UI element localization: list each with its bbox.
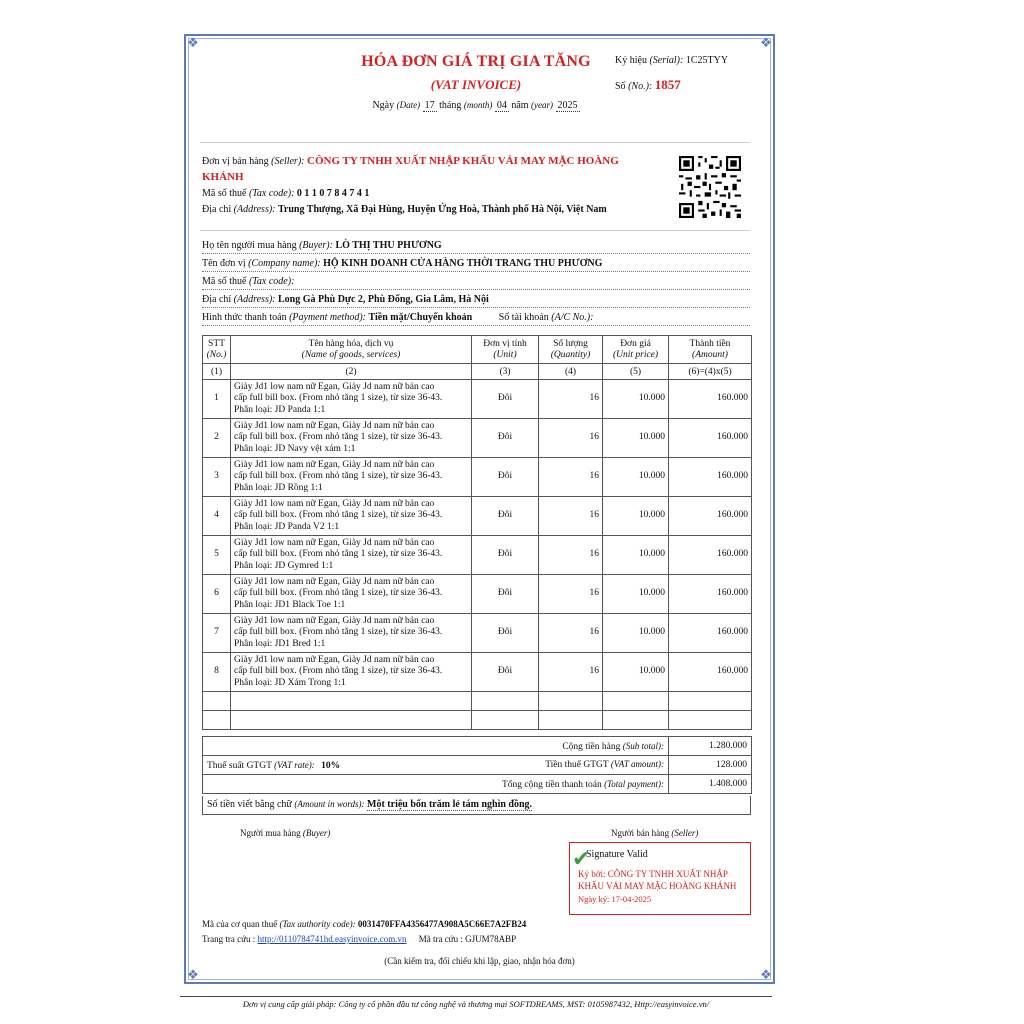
buyer-address: Long Gà Phù Dực 2, Phù Đổng, Gia Lâm, Hà Nội <box>278 294 489 305</box>
item-amount: 160.000 <box>669 614 752 653</box>
item-qty: 16 <box>539 614 603 653</box>
provider-note: Đơn vị cung cấp giải pháp: Công ty cổ phần đầu tư công nghệ và thương mại SOFTDREAMS, MST: 0105987432, Http://easyinvoice.vn/ <box>242 999 710 1009</box>
table-row <box>203 458 752 497</box>
invoice-date: Ngày (Date) 17 tháng (month) 04 năm (year) 2025 <box>372 100 578 111</box>
corner-ornament-icon: ❖ <box>760 35 772 50</box>
item-no: 5 <box>203 536 231 575</box>
item-amount: 160.000 <box>669 419 752 458</box>
item-unit: Đôi <box>472 497 539 536</box>
invoice-number: Số (No.): 1857 <box>615 77 681 92</box>
col-header-unit: Đơn vị tính (Unit) <box>472 336 539 364</box>
item-unit: Đôi <box>472 458 539 497</box>
item-qty: 16 <box>539 419 603 458</box>
buyer-name-row: Họ tên người mua hàng (Buyer): LÒ THỊ THU PHƯƠNG <box>202 240 750 254</box>
seller-name: CÔNG TY TNHH XUẤT NHẬP KHẨU VẢI MAY MẶC HOÀNG <box>307 155 619 167</box>
item-unit: Đôi <box>472 536 539 575</box>
item-no: 1 <box>203 380 231 419</box>
item-unit: Đôi <box>472 575 539 614</box>
invoice-subtitle: (VAT INVOICE) <box>430 77 522 92</box>
item-qty: 16 <box>539 653 603 692</box>
item-amount: 160.000 <box>669 536 752 575</box>
table-row <box>203 419 752 458</box>
corner-ornament-icon: ❖ <box>760 967 772 982</box>
table-header-row <box>203 336 752 364</box>
empty-row <box>203 692 752 711</box>
tax-authority-code-row: Mã của cơ quan thuế (Tax authority code): 0031470FFA4356477A908A5C66E7A2FB24 <box>202 919 527 929</box>
totals-table <box>202 736 752 794</box>
col-header-amount: Thành tiền (Amount) <box>669 336 752 364</box>
item-price: 10.000 <box>603 458 669 497</box>
item-price: 10.000 <box>603 419 669 458</box>
table-row <box>203 380 752 419</box>
signed-by-line1: Ký bởi: CÔNG TY TNHH XUẤT NHẬP <box>578 869 728 879</box>
divider <box>200 142 750 143</box>
item-unit: Đôi <box>472 380 539 419</box>
item-no: 7 <box>203 614 231 653</box>
seller-address: Trung Thượng, Xã Đại Hùng, Huyện Ứng Hoà, Thành phố Hà Nội, Việt Nam <box>278 204 607 215</box>
verification-note: (Cần kiểm tra, đối chiếu khi lập, giao, nhận hóa đơn) <box>384 956 575 966</box>
lookup-link[interactable]: http://0110784741hd.easyinvoice.com.vn <box>257 934 407 944</box>
item-description: Giày Jd1 low nam nữ Egan, Giày Jd nam nữ bản cao cấp full bill box. (From nhỏ tăng 1 size), từ size 36-43. Phân loại: JD Panda V2 1:1 <box>231 497 472 536</box>
total-row: Tổng cộng tiền thanh toán (Total payment): 1.408.000 <box>203 775 752 794</box>
digital-signature-box <box>569 842 751 915</box>
item-description: Giày Jd1 low nam nữ Egan, Giày Jd nam nữ bản cao cấp full bill box. (From nhỏ tăng 1 size), từ size 36-43. Phân loại: JD Xám Trong 1:1 <box>231 653 472 692</box>
item-no: 2 <box>203 419 231 458</box>
item-unit: Đôi <box>472 653 539 692</box>
item-description: Giày Jd1 low nam nữ Egan, Giày Jd nam nữ bản cao cấp full bill box. (From nhỏ tăng 1 size), từ size 36-43. Phân loại: JD Panda 1:1 <box>231 380 472 419</box>
item-price: 10.000 <box>603 575 669 614</box>
item-price: 10.000 <box>603 614 669 653</box>
invoice-serial: Ký hiệu (Serial): 1C25TYY <box>615 55 729 66</box>
buyer-address-row: Địa chỉ (Address): Long Gà Phù Dực 2, Phù Đổng, Gia Lâm, Hà Nội <box>202 294 750 308</box>
lookup-row: Trang tra cứu : http://0110784741hd.easyinvoice.com.vn Mã tra cứu : GJUM78ABP <box>202 934 517 944</box>
signature-valid-text: Signature Valid <box>586 849 648 860</box>
item-qty: 16 <box>539 380 603 419</box>
buyer-signature-label: Người mua hàng (Buyer) <box>240 828 331 838</box>
item-qty: 16 <box>539 536 603 575</box>
date-day: 17 <box>424 100 435 111</box>
item-price: 10.000 <box>603 380 669 419</box>
invoice-title: HÓA ĐƠN GIÁ TRỊ GIA TĂNG <box>361 53 591 70</box>
col-header-price: Đơn giá (Unit price) <box>603 336 669 364</box>
item-no: 6 <box>203 575 231 614</box>
vat-row: Thuế suất GTGT (VAT rate): 10% Tiền thuế GTGT (VAT amount): 128.000 <box>203 756 752 775</box>
col-header-no: STT (No.) <box>203 336 231 364</box>
item-qty: 16 <box>539 497 603 536</box>
item-amount: 160.000 <box>669 380 752 419</box>
table-row <box>203 536 752 575</box>
amount-in-words-row: Số tiền viết bằng chữ (Amount in words): Một triệu bốn trăm lẻ tám nghìn đồng. <box>202 796 751 815</box>
seller-name-row: Đơn vị bán hàng (Seller): CÔNG TY TNHH XUẤT NHẬP KHẨU VẢI MAY MẶC HOÀNG <box>202 155 619 167</box>
lookup-code: GJUM78ABP <box>465 934 517 944</box>
col-header-name: Tên hàng hóa, dịch vụ (Name of goods, services) <box>231 336 472 364</box>
seller-signature-label: Người bán hàng (Seller) <box>611 828 699 838</box>
empty-row <box>203 711 752 730</box>
subtotal-value: 1.280.000 <box>669 737 752 756</box>
item-amount: 160.000 <box>669 653 752 692</box>
table-row <box>203 497 752 536</box>
buyer-tax-row: Mã số thuế (Tax code): <box>202 276 750 290</box>
date-month: 04 <box>496 100 507 111</box>
seller-address-row: Địa chỉ (Address): Trung Thượng, Xã Đại Hùng, Huyện Ứng Hoà, Thành phố Hà Nội, Việt Nam <box>202 204 607 215</box>
subtotal-row: Cộng tiền hàng (Sub total): 1.280.000 <box>203 737 752 756</box>
corner-ornament-icon: ❖ <box>187 35 199 50</box>
table-row <box>203 653 752 692</box>
item-amount: 160.000 <box>669 497 752 536</box>
divider <box>200 230 750 231</box>
item-description: Giày Jd1 low nam nữ Egan, Giày Jd nam nữ bản cao cấp full bill box. (From nhỏ tăng 1 size), từ size 36-43. Phân loại: JD Rồng 1:1 <box>231 458 472 497</box>
item-description: Giày Jd1 low nam nữ Egan, Giày Jd nam nữ bản cao cấp full bill box. (From nhỏ tăng 1 size), từ size 36-43. Phân loại: JD Gymred 1:1 <box>231 536 472 575</box>
seller-tax-code: 0 1 1 0 7 8 4 7 4 1 <box>296 188 370 199</box>
item-price: 10.000 <box>603 536 669 575</box>
item-no: 8 <box>203 653 231 692</box>
buyer-name: LÒ THỊ THU PHƯƠNG <box>335 240 442 251</box>
qr-code-icon <box>679 156 741 218</box>
signed-by-line2: KHẨU VẢI MAY MẶC HOÀNG KHÁNH <box>578 881 737 891</box>
item-unit: Đôi <box>472 614 539 653</box>
col-header-qty: Số lượng (Quantity) <box>539 336 603 364</box>
vat-rate: 10% <box>321 760 341 771</box>
item-no: 3 <box>203 458 231 497</box>
item-no: 4 <box>203 497 231 536</box>
buyer-company: HỘ KINH DOANH CỬA HÀNG THỜI TRANG THU PHƯƠNG <box>323 258 603 269</box>
table-row <box>203 575 752 614</box>
item-qty: 16 <box>539 458 603 497</box>
item-unit: Đôi <box>472 419 539 458</box>
item-qty: 16 <box>539 575 603 614</box>
item-price: 10.000 <box>603 497 669 536</box>
buyer-company-row: Tên đơn vị (Company name): HỘ KINH DOANH CỬA HÀNG THỜI TRANG THU PHƯƠNG <box>202 258 750 272</box>
signed-date: Ngày ký: 17-04-2025 <box>578 894 652 904</box>
item-description: Giày Jd1 low nam nữ Egan, Giày Jd nam nữ bản cao cấp full bill box. (From nhỏ tăng 1 size), từ size 36-43. Phân loại: JD1 Black Toe 1:1 <box>231 575 472 614</box>
table-row <box>203 614 752 653</box>
checkmark-icon: ✔ <box>572 846 591 871</box>
payment-row: Hình thức thanh toán (Payment method): Tiền mặt/Chuyển khoản Số tài khoản (A/C No.): <box>202 312 750 326</box>
seller-name-cont: KHÁNH <box>202 171 244 183</box>
item-price: 10.000 <box>603 653 669 692</box>
item-description: Giày Jd1 low nam nữ Egan, Giày Jd nam nữ bản cao cấp full bill box. (From nhỏ tăng 1 size), từ size 36-43. Phân loại: JD Navy vệt xám 1:1 <box>231 419 472 458</box>
payment-method: Tiền mặt/Chuyển khoản <box>368 312 473 323</box>
item-description: Giày Jd1 low nam nữ Egan, Giày Jd nam nữ bản cao cấp full bill box. (From nhỏ tăng 1 size), từ size 36-43. Phân loại: JD1 Bred 1:1 <box>231 614 472 653</box>
item-amount: 160.000 <box>669 575 752 614</box>
corner-ornament-icon: ❖ <box>187 967 199 982</box>
footer-divider <box>180 996 772 997</box>
index-row: (1) (2) (3) (4) (5) (6)=(4)x(5) <box>203 364 752 380</box>
tax-authority-code: 0031470FFA4356477A908A5C66E7A2FB24 <box>357 919 527 929</box>
total-value: 1.408.000 <box>669 775 752 794</box>
seller-tax-row: Mã số thuế (Tax code): 0 1 1 0 7 8 4 7 4 1 <box>202 188 370 199</box>
items-table <box>202 335 752 730</box>
date-year: 2025 <box>557 100 578 111</box>
item-amount: 160.000 <box>669 458 752 497</box>
vat-amount: 128.000 <box>669 756 752 775</box>
amount-in-words: Một triệu bốn trăm lẻ tám nghìn đồng. <box>367 799 533 810</box>
